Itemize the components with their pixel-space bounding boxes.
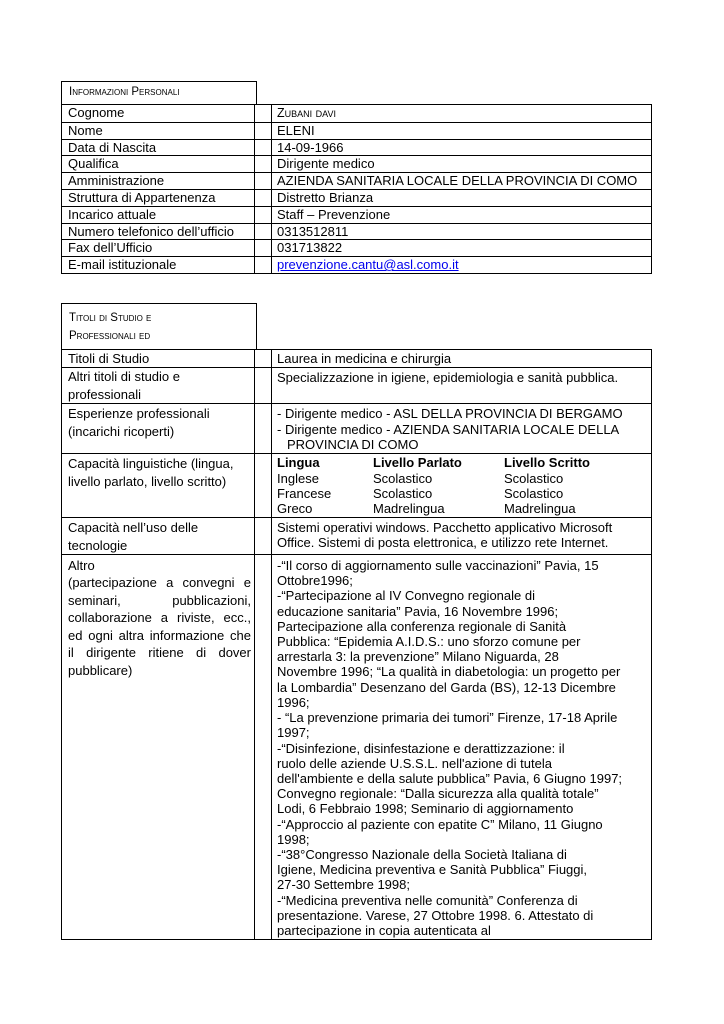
lang-header: Livello Parlato: [373, 455, 462, 471]
table-row: [62, 454, 652, 518]
titoli-label: Titoli di Studio: [62, 350, 255, 368]
studies-table: [61, 349, 652, 940]
list-item: - Dirigente medico - AZIENDA SANITARIA LOCALE DELLA PROVINCIA DI COMO: [277, 421, 619, 453]
row-label: Nome: [62, 122, 255, 139]
altri-value: Specializzazione in igiene, epidemiologia e sanità pubblica.: [272, 368, 652, 404]
row-value: 031713822: [272, 240, 652, 257]
row-label: Fax dell’Ufficio: [62, 240, 255, 257]
table-row: [62, 223, 652, 240]
table-row: [62, 122, 652, 139]
row-label: Qualifica: [62, 156, 255, 173]
lang-cell: Inglese: [277, 470, 319, 486]
row-label: Struttura di Appartenenza: [62, 189, 255, 206]
table-row: [62, 257, 652, 274]
table-row: [62, 404, 652, 454]
row-value: ELENI: [272, 122, 652, 139]
table-row: [62, 139, 652, 156]
lang-cell: Madrelingua: [373, 501, 445, 517]
language-grid: [277, 455, 647, 516]
table-row: [62, 173, 652, 190]
table-row: [62, 206, 652, 223]
altri-label: Altri titoli di studio e professionali: [62, 368, 255, 404]
surname-value: Zubani davi: [277, 106, 336, 120]
row-label: Incarico attuale: [62, 206, 255, 223]
esperienze-label: Esperienze professionali (incarichi ricoperti): [62, 404, 255, 454]
row-value: AZIENDA SANITARIA LOCALE DELLA PROVINCIA DI COMO: [272, 173, 652, 190]
table-row: [62, 189, 652, 206]
row-value: 14-09-1966: [272, 139, 652, 156]
email-link[interactable]: prevenzione.cantu@asl.como.it: [277, 257, 459, 273]
tecnologie-value: Sistemi operativi windows. Pacchetto applicativo Microsoft Office. Sistemi di posta elettronica, e utilizzo rete Internet.: [272, 518, 652, 555]
row-label: E-mail istituzionale: [62, 257, 255, 274]
lang-cell: Scolastico: [373, 485, 433, 501]
lang-cell: Francese: [277, 485, 332, 501]
row-label: Amministrazione: [62, 173, 255, 190]
row-value: 0313512811: [272, 223, 652, 240]
lang-header: Lingua: [277, 455, 320, 471]
section-title-line1: Titoli di Studio e: [69, 312, 152, 324]
table-row: [62, 555, 652, 940]
table-row: [62, 156, 652, 173]
lang-header: Livello Scritto: [504, 455, 590, 471]
esperienze-list: [277, 406, 647, 452]
section-title-personal: Informazioni Personali: [69, 86, 180, 98]
table-row: [62, 105, 652, 123]
altro-label: Altro (partecipazione a convegni e seminari, pubblicazioni, collaborazione a riviste, ecc., ed ogni altra informazione che il dirigente ritiene di dover pubblicare): [62, 555, 255, 940]
list-item: - Dirigente medico - ASL DELLA PROVINCIA DI BERGAMO: [277, 406, 623, 422]
table-row: [62, 350, 652, 368]
section-title-line2: Professionali ed: [69, 330, 151, 342]
lang-cell: Scolastico: [504, 470, 564, 486]
lang-cell: Madrelingua: [504, 501, 576, 517]
section-heading-personal: [61, 81, 257, 105]
row-label: Cognome: [62, 105, 255, 123]
table-row: [62, 240, 652, 257]
row-label: Numero telefonico dell’ufficio: [62, 223, 255, 240]
row-value: Dirigente medico: [272, 156, 652, 173]
lang-cell: Scolastico: [504, 485, 564, 501]
table-row: [62, 518, 652, 555]
row-label: Data di Nascita: [62, 139, 255, 156]
lang-cell: Greco: [277, 501, 313, 517]
tecnologie-label: Capacità nell’uso delle tecnologie: [62, 518, 255, 555]
personal-info-table: [61, 104, 652, 274]
section-heading-studies: [61, 303, 257, 350]
row-value: Staff – Prevenzione: [272, 206, 652, 223]
altro-value: -“Il corso di aggiornamento sulle vaccinazioni” Pavia, 15 Ottobre1996; -“Partecipazione al IV Convegno regionale di educazione sanitaria” Pavia, 16 Novembre 1996; Partecipazione alla conferenza regionale di Sanità Pubblica: “Epidemia A.I.D.S.: uno sforzo comune per arrestarla 3: la prevenzione” Milano Niguarda, 28 Novembre 1996; “La qualità in diabetologia: un progetto per la Lombardia” Desenzano del Garda (BS), 12-13 Dicembre 1996; - “La prevenzione primaria dei tumori” Firenze, 17-18 Aprile 1997; -“Disinfezione, disinfestazione e derattizzazione: il ruolo delle aziende U.S.S.L. nell'azione di tutela dell'ambiente e della salute pubblica” Pavia, 6 Giugno 1997; Convegno regionale: “Dalla sicurezza alla qualità totale” Lodi, 6 Febbraio 1998; Seminario di aggiornamento -“Approccio al paziente con epatite C” Milano, 11 Giugno 1998; -“38°Congresso Nazionale della Società Italiana di Igiene, Medicina preventiva e Sanità Pubblica” Fiuggi, 27-30 Settembre 1998; -“Medicina preventiva nelle comunità” Conferenza di presentazione. Varese, 27 Ottobre 1998. 6. Attestato di partecipazione in copia autenticata al: [277, 558, 623, 938]
lang-cell: Scolastico: [373, 470, 433, 486]
table-row: [62, 368, 652, 404]
titoli-value: Laurea in medicina e chirurgia: [272, 350, 652, 368]
row-value: Distretto Brianza: [272, 189, 652, 206]
lingue-label: Capacità linguistiche (lingua, livello parlato, livello scritto): [62, 454, 255, 518]
